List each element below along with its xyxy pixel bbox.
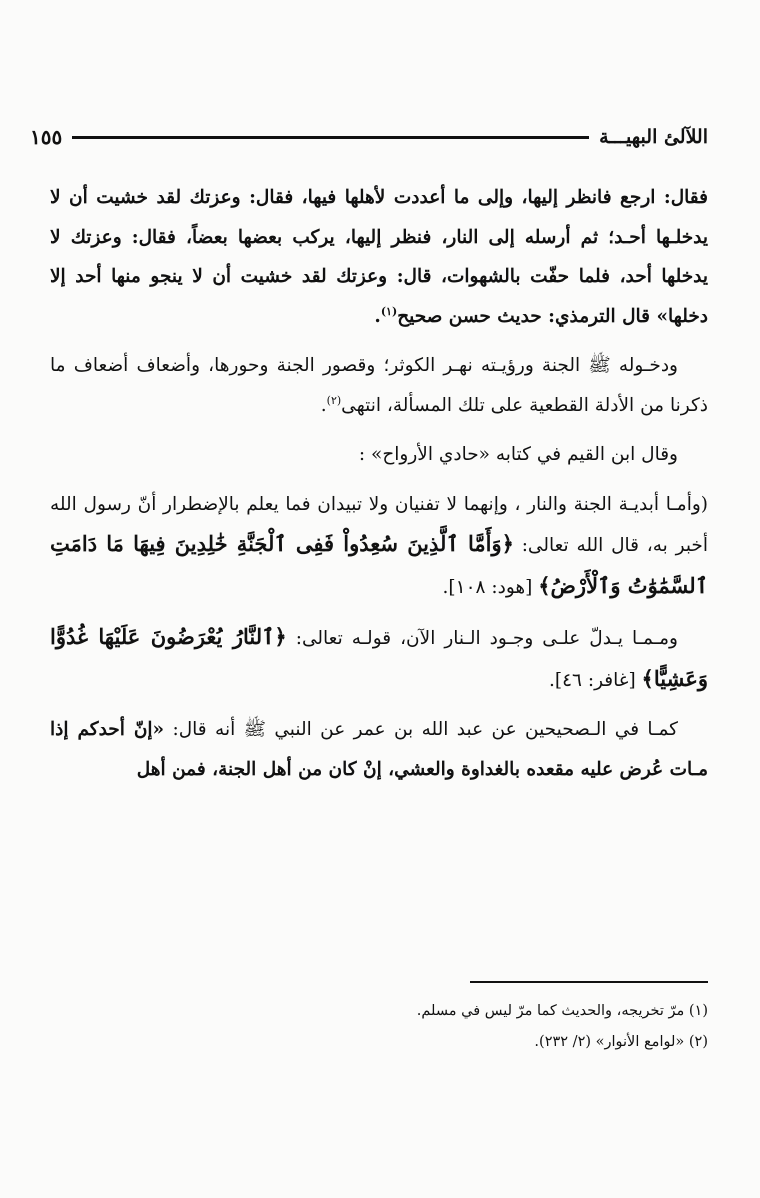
footnote-1: (١) مرّ تخريجه، والحديث كما مرّ ليس في مسلم. (416, 1003, 708, 1019)
page-body (50, 178, 708, 799)
footnotes (50, 996, 708, 1058)
running-title: اللآلئ البهيـــة (599, 126, 708, 148)
page-number: ١٥٥ (30, 125, 63, 149)
footnote-ref-2[interactable]: (٢) (326, 393, 342, 407)
paragraph-prophet-entering (50, 346, 708, 425)
footnote-ref-1[interactable]: (١) (380, 304, 398, 318)
header-rule (72, 136, 589, 139)
paragraph-text: ودخـوله ﷺ الجنة ورؤيـته نهـر الكوثر؛ وقصور الجنة وحورها، وأضعاف أضعاف ما ذكرنا من الأدلة القطعية على تلك المسألة، انتهى (50, 355, 708, 416)
verse-reference: [غافر: ٤٦]. (548, 669, 642, 691)
paragraph-end: . (320, 394, 327, 416)
paragraph-text: ومـمـا يـدلّ علـى وجـود الـنار الآن، قولـه تعالى: (286, 628, 678, 649)
paragraph-text: (وأمـا أبديـة الجنة والنار ، وإنهما لا تفنيان ولا تبيدان فما يعلم بالإضطرار أنّ رسول الله أخبر به، قال الله تعالى: (50, 493, 708, 556)
quran-verse-hud: ﴿وَأَمَّا ٱلَّذِينَ سُعِدُواْ فَفِى ٱلْجَنَّةِ خَٰلِدِينَ فِيهَا مَا دَامَتِ ٱلسَّمَٰوَٰتُ وَٱلْأَرْضُ﴾ (50, 531, 708, 598)
paragraph-text: كمـا في الـصحيحين عن عبد الله بن عمر عن النبي ﷺ أنه قال: (164, 719, 678, 740)
paragraph-fire-existence (50, 617, 708, 700)
paragraph-text: وقال ابن القيم في كتابه «حادي الأرواح» : (358, 444, 678, 465)
paragraph-eternity (50, 485, 708, 608)
paragraph-ibn-qayyim (50, 435, 708, 475)
paragraph-text: فقال: ارجع فانظر إليها، وإلى ما أعددت لأهلها فيها، فقال: وعزتك لقد خشيت أن لا يدخلـها أحـد؛ ثم أرسله إلى النار، فنظر إليها، يركب بعضها بعضاً، فقال: وعزتك لا يدخلها أحد، فلما حفّت بالشهوات، قال: وعزتك لقد خشيت أن لا ينجو منها أحد إلا دخلها» قال الترمذي: حديث حسن صحيح (50, 187, 708, 327)
hadith-quote: «إنّ أحدكم إذا مـات عُرض عليه مقعده بالغداوة والعشي، إنْ كان من أهل الجنة، فمن أهل (50, 719, 708, 780)
paragraph-sahihayn (50, 710, 708, 789)
paragraph-hadith-continuation (50, 178, 708, 336)
verse-reference: [هود: ١٠٨]. (442, 576, 539, 598)
quran-verse-ghafir: ﴿ٱلنَّارُ يُعْرَضُونَ عَلَيْهَا غُدُوًّا وَعَشِيًّا﴾ (50, 624, 708, 691)
footnote-2: (٢) «لوامع الأنوار» (٢/ ٢٣٢). (534, 1034, 708, 1050)
page-header (30, 120, 708, 154)
footnote-separator (470, 981, 708, 983)
paragraph-end: . (374, 305, 381, 327)
